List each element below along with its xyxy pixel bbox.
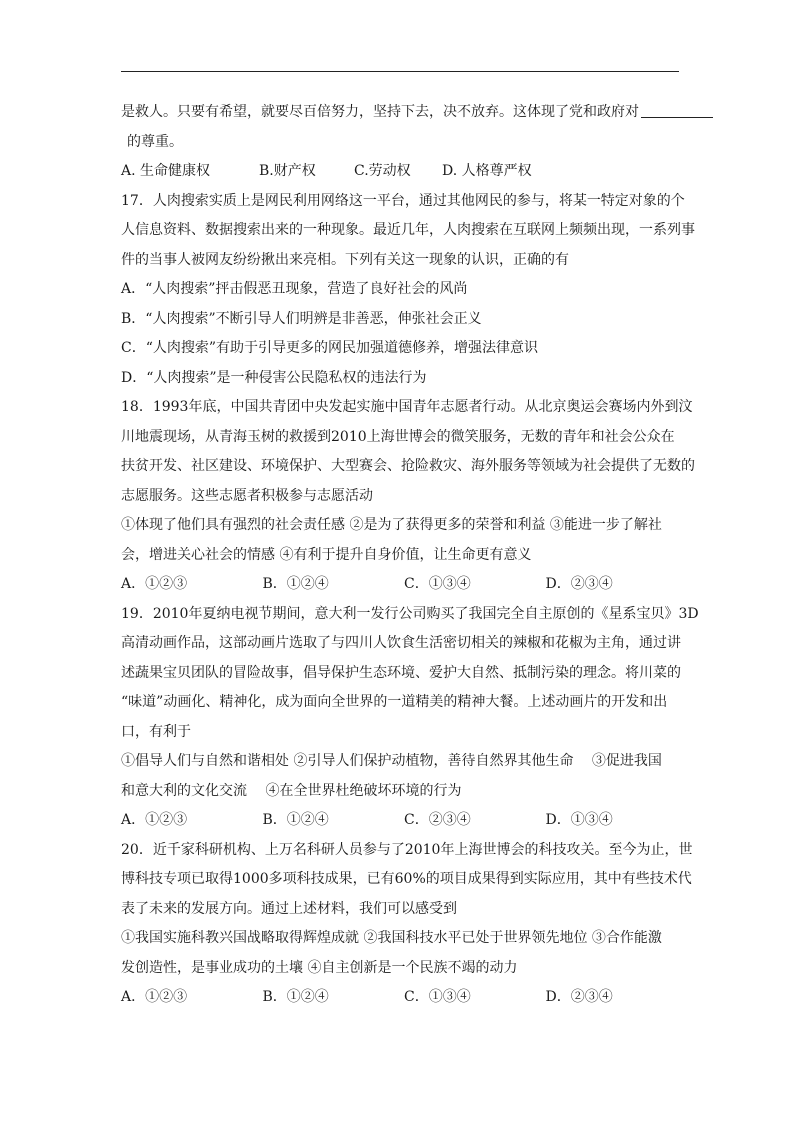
q16-text: 是救人。只要有希望，就要尽百倍努力，坚持下去，决不放弃。这体现了党和政府对 [121, 104, 639, 120]
q19-stem-line-5: 口，有利于 [121, 723, 191, 740]
q16-option-d: D. 人格尊严权 [442, 163, 532, 179]
q19-option-a: A．①②③ [121, 812, 188, 828]
q19-options [121, 806, 687, 836]
q18-options [121, 570, 687, 600]
q18-option-c: C．①③④ [404, 576, 471, 592]
q17-stem-line-2: 人信息资料、数据搜索出来的一种现象。最近几年，人肉搜索在互联网上频频出现，一系列事 [121, 222, 695, 238]
q20-options [121, 983, 687, 1013]
q19-stem-line-4: “味道”动画化、精神化，成为面向全世界的一道精美的精神大餐。上述动画片的开发和出 [121, 694, 668, 710]
q16-option-c: C.劳动权 [354, 163, 411, 179]
q19-option-c: C．②③④ [404, 812, 471, 828]
q16-options [121, 157, 687, 187]
q18-stem-line-1: 18．1993年底，中国共青团中央发起实施中国青年志愿者行动。从北京奥运会赛场内外到汶 [121, 399, 693, 415]
answer-blank [641, 103, 713, 118]
q16-option-a: A. 生命健康权 [121, 163, 211, 179]
q18-statement-line-2: 会，增进关心社会的情感 ④有利于提升自身价值，让生命更有意义 [121, 546, 532, 563]
q17-option-d: D．“人肉搜索”是一种侵害公民隐私权的违法行为 [121, 369, 427, 386]
q17-option-b: B．“人肉搜索”不断引导人们明辨是非善恶，伸张社会正义 [121, 310, 482, 327]
q18-stem-line-4: 志愿服务。这些志愿者积极参与志愿活动 [121, 487, 373, 504]
q18-option-d: D．②③④ [545, 576, 613, 592]
q20-statement-line-1: ①我国实施科教兴国战略取得辉煌成就 ②我国科技水平已处于世界领先地位 ③合作能激 [121, 930, 662, 946]
q17-option-c: C．“人肉搜索”有助于引导更多的网民加强道德修养，增强法律意识 [121, 340, 539, 356]
q20-stem-line-2: 博科技专项已取得1000多项科技成果，已有60%的项目成果得到实际应用，其中有些技术代 [121, 871, 692, 887]
q19-stem-line-2: 高清动画作品，这部动画片选取了与四川人饮食生活密切相关的辣椒和花椒为主角，通过讲 [121, 635, 681, 651]
q20-stem-line-3: 表了未来的发展方向。通过上述材料，我们可以感受到 [121, 900, 457, 917]
q16-line-2: 的尊重。 [127, 133, 183, 150]
q19-option-b: B．①②④ [262, 812, 329, 828]
q18-statement-line-1: ①体现了他们具有强烈的社会责任感 ②是为了获得更多的荣誉和利益 ③能进一步了解社 [121, 517, 662, 533]
q19-stem-line-3: 述蔬果宝贝团队的冒险故事，倡导保护生态环境、爱护大自然、抵制污染的理念。将川菜的 [121, 664, 681, 681]
q20-option-c: C．①③④ [404, 989, 471, 1005]
exam-page [121, 98, 699, 1013]
q18-stem-line-3: 扶贫开发、社区建设、环境保护、大型赛会、抢险救灾、海外服务等领域为社会提供了无数的 [121, 458, 695, 474]
q19-statement-line-2: 和意大利的文化交流 ④在全世界杜绝破坏环境的行为 [121, 782, 462, 799]
q17-stem-line-1: 17．人肉搜索实质上是网民利用网络这一平台，通过其他网民的参与，将某一特定对象的个 [121, 192, 685, 209]
q19-option-d: D．①③④ [545, 812, 613, 828]
q20-option-b: B．①②④ [262, 989, 329, 1005]
q18-option-b: B．①②④ [262, 576, 329, 592]
q17-stem-line-3: 件的当事人被网友纷纷揪出来亮相。下列有关这一现象的认识，正确的有 [121, 251, 569, 268]
q18-option-a: A．①②③ [121, 576, 188, 592]
q16-option-b: B.财产权 [259, 163, 316, 179]
q20-statement-line-2: 发创造性，是事业成功的土壤 ④自主创新是一个民族不竭的动力 [121, 959, 518, 976]
q20-stem-line-1: 20．近千家科研机构、上万名科研人员参与了2010年上海世博会的科技攻关。至今为止，世 [121, 841, 693, 858]
q19-stem-line-1: 19．2010年夏纳电视节期间，意大利一发行公司购买了我国完全自主原创的《星系宝贝》3D [121, 605, 699, 622]
q16-line-1 [121, 98, 687, 128]
q17-option-a: A．“人肉搜索”抨击假恶丑现象，营造了良好社会的风尚 [121, 281, 468, 297]
q20-option-a: A．①②③ [121, 989, 188, 1005]
header-rule [121, 71, 679, 72]
q19-statement-line-1: ①倡导人们与自然和谐相处 ②引导人们保护动植物，善待自然界其他生命 ③促进我国 [121, 753, 662, 769]
q18-stem-line-2: 川地震现场，从青海玉树的救援到2010上海世博会的微笑服务，无数的青年和社会公众在 [121, 428, 675, 445]
q20-option-d: D．②③④ [545, 989, 613, 1005]
